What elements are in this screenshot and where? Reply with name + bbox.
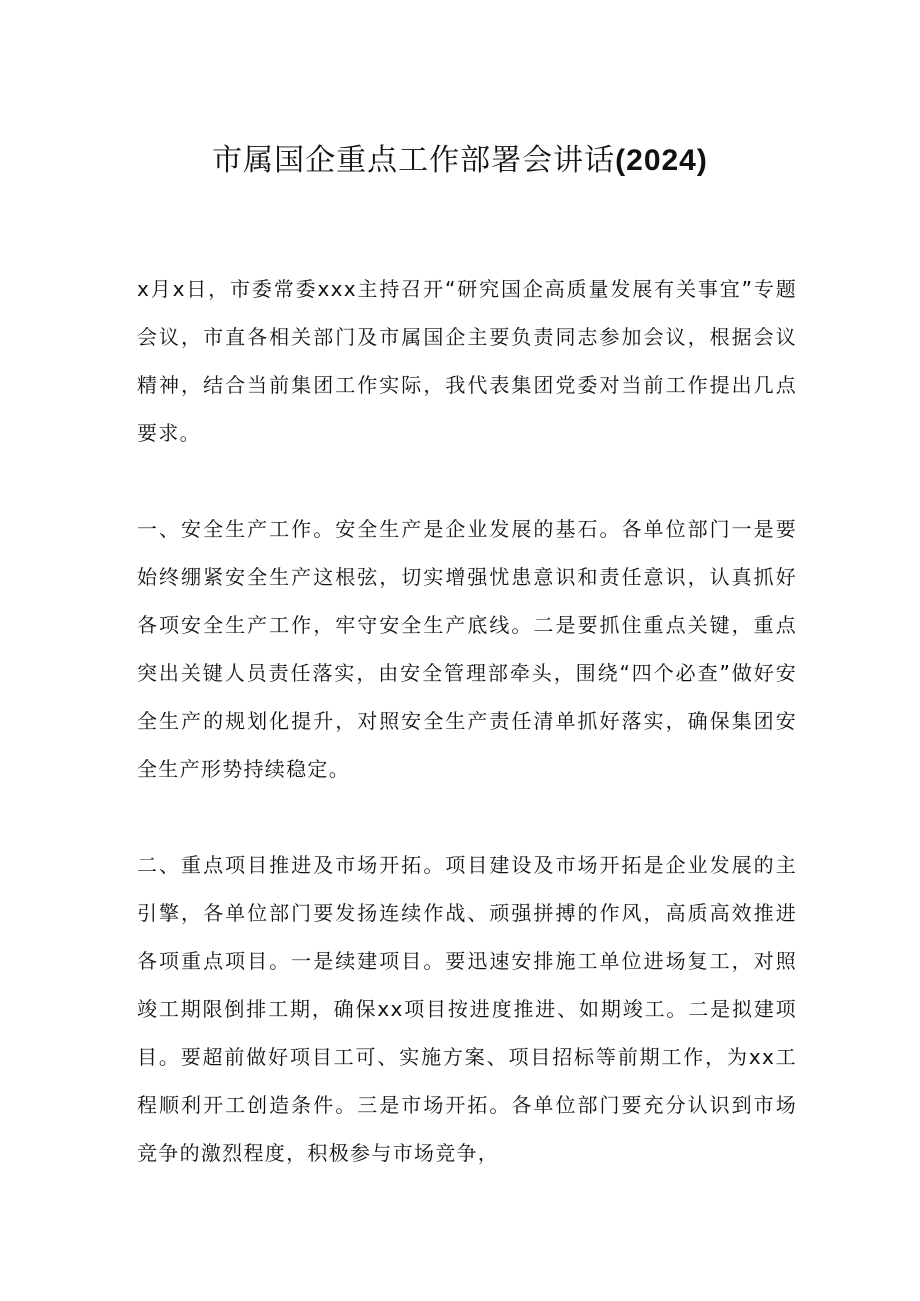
paragraph-safety-production: 一、安全生产工作。安全生产是企业发展的基石。各单位部门一是要始终绷紧安全生产这根弦，切实增强忧患意识和责任意识，认真抓好各项安全生产工作，牢守安全生产底线。二是要抓住重点关键，重点突出关键人员责任落实，由安全管理部牵头，围绕“四个必查”做好安全生产的规划化提升，对照安全生产责任清单抓好落实，确保集团安全生产形势持续稳定。: [137, 517, 797, 781]
document-title: [0, 137, 920, 185]
title-year-text: (2024): [615, 144, 708, 177]
paragraph-key-projects: 二、重点项目推进及市场开拓。项目建设及市场开拓是企业发展的主引擎，各单位部门要发扬连续作战、顽强拼搏的作风，高质高效推进各项重点项目。一是续建项目。要迅速安排施工单位进场复工，对照竣工期限倒排工期，确保xx项目按进度推进、如期竣工。二是拟建项目。要超前做好项目工可、实施方案、项目招标等前期工作，为xx工程顺利开工创造条件。三是市场开拓。各单位部门要充分认识到市场竞争的激烈程度，积极参与市场竞争，: [137, 853, 797, 1165]
title-main-text: 市属国企重点工作部署会讲话: [212, 143, 616, 178]
paragraph-intro: x月x日，市委常委xxx主持召开“研究国企高质量发展有关事宜”专题会议，市直各相关部门及市属国企主要负责同志参加会议，根据会议精神，结合当前集团工作实际，我代表集团党委对当前工作提出几点要求。: [137, 277, 797, 445]
